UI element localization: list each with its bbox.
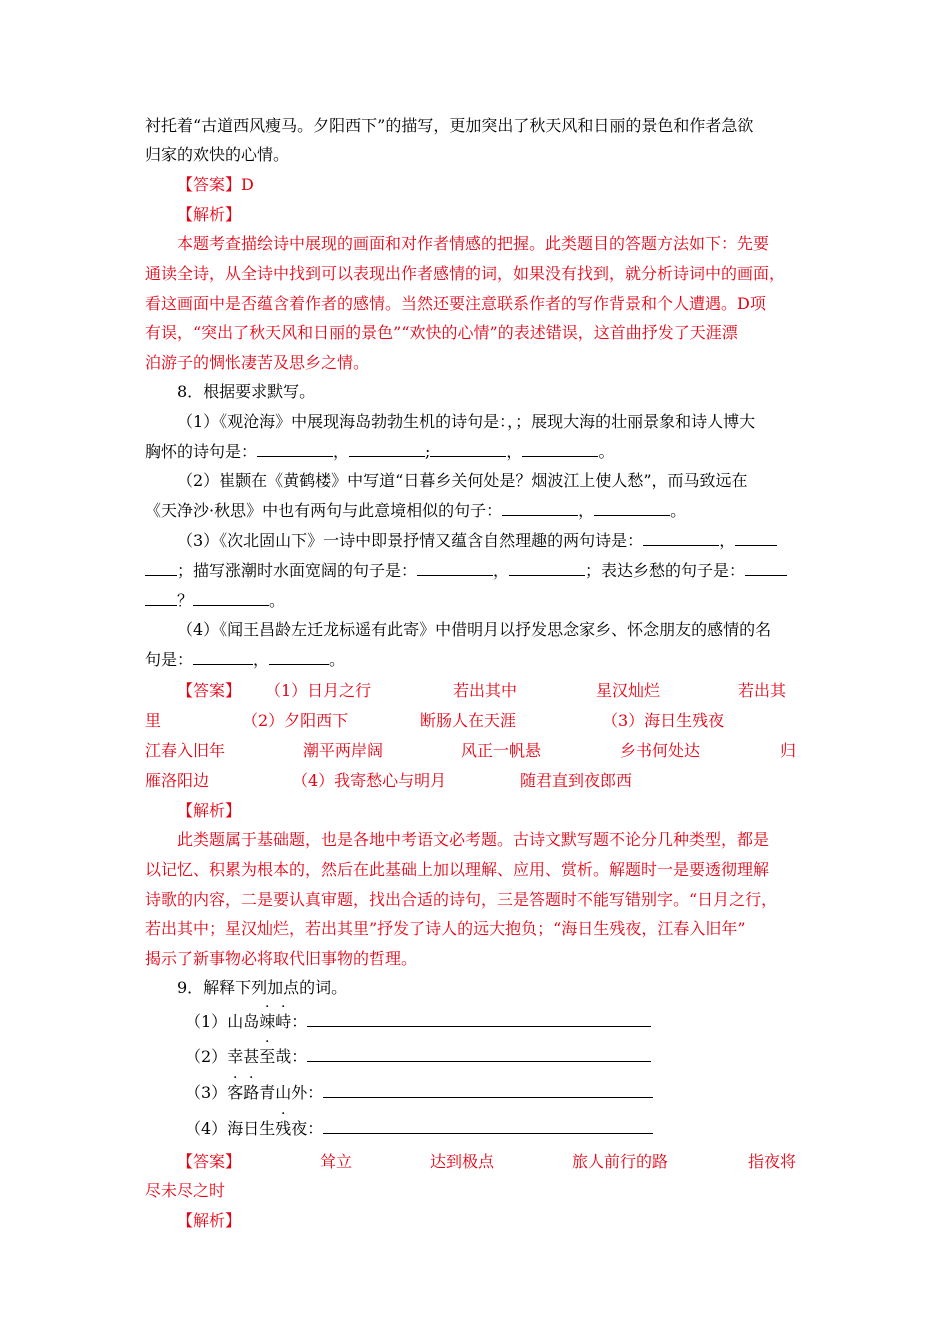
answer-item: 若出其	[738, 681, 787, 700]
answer-item: 达到极点	[430, 1152, 495, 1171]
answer-item: 潮平两岸阔	[303, 741, 384, 760]
dotted-char: 残	[275, 1119, 292, 1138]
dotted-char: 竦	[259, 1012, 276, 1031]
analysis-line: 若出其中；星汉灿烂，若出其里”抒发了诗人的远大抱负；“海日生残夜，江春入旧年”	[145, 919, 746, 938]
separator: 。	[329, 650, 346, 669]
item-text: 幸甚	[227, 1047, 260, 1066]
answer-blank[interactable]	[307, 1012, 651, 1027]
answer-blank[interactable]	[509, 561, 585, 576]
q8-part3-line	[177, 530, 777, 552]
answer-item: （4）我寄愁心与明月	[292, 771, 447, 790]
item-text: 山岛	[227, 1012, 260, 1031]
item-text: 青山外：	[259, 1083, 324, 1102]
answer-item: 若出其中	[453, 681, 518, 700]
separator: ，	[333, 442, 350, 461]
analysis-line: 诗歌的内容，二是要认真审题，找出合适的诗句，三是答题时不能写错别字。“日月之行，	[145, 890, 778, 909]
q7-text-line: 衬托着“古道西风瘦马。夕阳西下”的描写，更加突出了秋天风和日丽的景色和作者急欲	[145, 116, 754, 135]
answer-item: 尽未尽之时	[145, 1181, 226, 1200]
answer-blank[interactable]	[193, 591, 269, 606]
separator: 。	[598, 442, 615, 461]
answer-item: 断肠人在天涯	[420, 711, 517, 730]
q8-part3-text: ；描写涨潮时水面宽阔的句子是：	[177, 561, 418, 580]
answer-item: 耸立	[320, 1152, 353, 1171]
dotted-char: 客	[227, 1083, 244, 1102]
answer-item: 指夜将	[748, 1152, 797, 1171]
answer-blank[interactable]	[193, 650, 253, 665]
answer-label: 【答案】	[177, 175, 242, 194]
q8-part1-line: （1）《观沧海》中展现海岛勃勃生机的诗句是：，；展现大海的壮丽景象和诗人博大	[177, 412, 756, 431]
answer-blank[interactable]	[323, 1083, 653, 1098]
separator: ;	[425, 442, 431, 461]
item-number: （2）	[185, 1047, 228, 1066]
answer-item: 随君直到夜郎西	[520, 771, 633, 790]
q8-part4-line	[145, 649, 345, 671]
answer-item: 旅人前行的路	[572, 1152, 669, 1171]
analysis-line: 揭示了新事物必将取代旧事物的哲理。	[145, 949, 418, 968]
answer-item: 归	[780, 741, 797, 760]
q8-part2-line: （2）崔颢在《黄鹤楼》中写道“日暮乡关何处是？烟波江上使人愁”，而马致远在	[177, 471, 748, 490]
q9-item	[185, 1118, 653, 1140]
answer-item: （2）夕阳西下	[242, 711, 349, 730]
q9-analysis-label: 【解析】	[177, 1211, 242, 1230]
answer-blank[interactable]	[417, 561, 493, 576]
separator: ，	[493, 561, 510, 580]
answer-blank[interactable]	[323, 1119, 653, 1134]
answer-blank[interactable]	[643, 531, 719, 546]
answer-blank[interactable]	[269, 650, 329, 665]
separator: ，	[506, 442, 523, 461]
q8-part4-line: （4）《闻王昌龄左迁龙标遥有此寄》中借明月以抒发思念家乡、怀念朋友的感情的名	[177, 620, 772, 639]
separator: ？	[177, 591, 194, 610]
answer-value: D	[241, 175, 254, 194]
q9-title: 9．解释下列加点的词。	[177, 978, 348, 997]
q7-analysis-label: 【解析】	[177, 205, 242, 224]
separator: ，	[578, 501, 595, 520]
answer-blank[interactable]	[745, 561, 787, 576]
q9-item	[185, 1082, 653, 1104]
dotted-char: 至	[259, 1047, 276, 1066]
answer-item: （1）日月之行	[265, 681, 372, 700]
answer-blank[interactable]	[349, 442, 425, 457]
analysis-line: 本题考查描绘诗中展现的画面和对作者情感的把握。此类题目的答题方法如下：先要	[177, 234, 770, 253]
q8-part3-prefix: （3）《次北固山下》一诗中即景抒情又蕴含自然理趣的两句诗是：	[177, 531, 644, 550]
item-number: （3）	[185, 1083, 228, 1102]
dotted-char: 峙	[275, 1012, 292, 1031]
answer-item: （3）海日生残夜	[602, 711, 725, 730]
q9-item	[185, 1011, 651, 1033]
q8-part2-prefix: 《天净沙·秋思》中也有两句与此意境相似的句子：	[145, 501, 503, 520]
q7-answer	[177, 174, 254, 196]
analysis-line: 以记忆、积累为根本的，然后在此基础上加以理解、应用、赏析。解题时一是要透彻理解	[145, 860, 770, 879]
q8-part1-prefix: 胸怀的诗句是：	[145, 442, 258, 461]
analysis-line: 看这画面中是否蕴含着作者的感情。当然还要注意联系作者的写作背景和个人遭遇。D项	[145, 294, 766, 313]
answer-blank[interactable]	[735, 531, 777, 546]
separator: ，	[253, 650, 270, 669]
q7-text-line: 归家的欢快的心情。	[145, 145, 290, 164]
separator: ，	[719, 531, 736, 550]
answer-item: 江春入旧年	[145, 741, 226, 760]
dotted-char: 路	[243, 1083, 260, 1102]
q8-analysis-label: 【解析】	[177, 801, 242, 820]
item-text: ：	[291, 1012, 308, 1031]
q8-part3-text: ；表达乡愁的句子是：	[585, 561, 746, 580]
analysis-line: 有误，“突出了秋天风和日丽的景色”“欢快的心情”的表述错误，这首曲抒发了天涯漂	[145, 323, 738, 342]
separator: 。	[269, 591, 286, 610]
separator: 。	[670, 501, 687, 520]
q8-part3-line	[145, 590, 285, 612]
item-text: 海日生	[227, 1119, 276, 1138]
answer-item: 星汉灿烂	[596, 681, 661, 700]
q9-item	[185, 1046, 651, 1068]
answer-blank[interactable]	[502, 501, 578, 516]
q8-title: 8．根据要求默写。	[177, 382, 316, 401]
answer-item: 乡书何处达	[620, 741, 701, 760]
answer-blank[interactable]	[145, 561, 177, 576]
item-text: 哉：	[275, 1047, 308, 1066]
analysis-line: 此类题属于基础题，也是各地中考语文必考题。古诗文默写题不论分几种类型，都是	[177, 830, 770, 849]
q8-part4-prefix: 句是：	[145, 650, 194, 669]
q8-part3-line	[145, 560, 787, 582]
item-number: （4）	[185, 1119, 228, 1138]
answer-item: 雁洛阳边	[145, 771, 210, 790]
analysis-line: 泊游子的惆怅凄苦及思乡之情。	[145, 353, 370, 372]
answer-blank[interactable]	[430, 442, 506, 457]
answer-blank[interactable]	[307, 1047, 651, 1062]
answer-blank[interactable]	[145, 591, 177, 606]
answer-blank[interactable]	[594, 501, 670, 516]
answer-item: 里	[145, 711, 162, 730]
answer-label: 【答案】	[177, 681, 242, 700]
q8-part2-line	[145, 500, 686, 522]
answer-item: 风正一帆悬	[461, 741, 542, 760]
item-number: （1）	[185, 1012, 228, 1031]
answer-blank[interactable]	[522, 442, 598, 457]
analysis-line: 通读全诗，从全诗中找到可以表现出作者感情的词，如果没有找到，就分析诗词中的画面，	[145, 264, 786, 283]
item-text: 夜：	[291, 1119, 324, 1138]
answer-blank[interactable]	[257, 442, 333, 457]
q8-part1-line	[145, 441, 614, 463]
answer-label: 【答案】	[177, 1152, 242, 1171]
